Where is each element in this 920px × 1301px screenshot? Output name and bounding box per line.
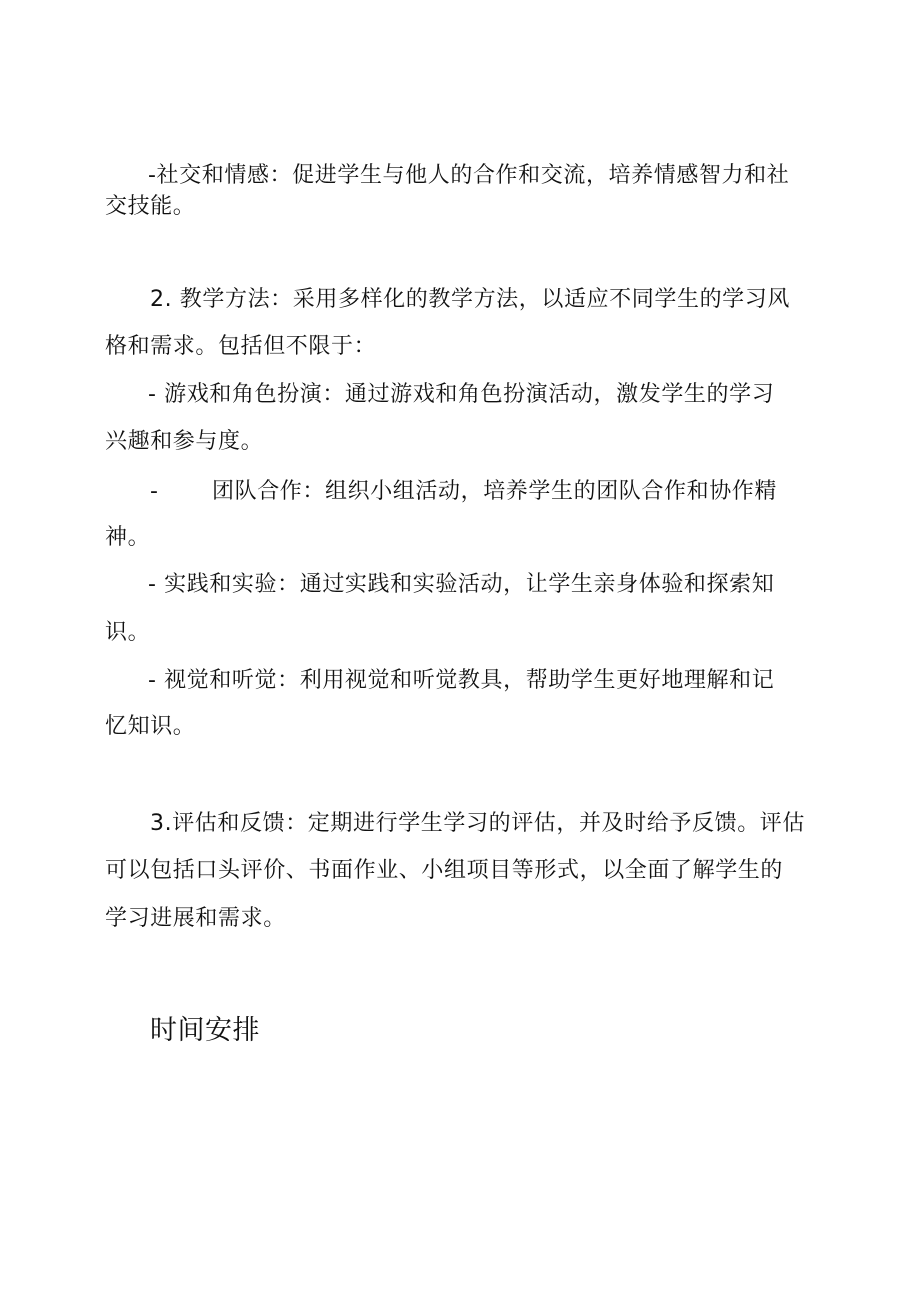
methods-intro-line-2: 格和需求。包括但不限于： [105, 334, 377, 359]
evaluation-paragraph-line-1: 3.评估和反馈：定期进行学生学习的评估，并及时给予反馈。评估 [150, 811, 805, 836]
methods-item-visual-line-2: 忆知识。 [105, 714, 196, 739]
methods-item-practice-line-1: - 实践和实验：通过实践和实验活动，让学生亲身体验和探索知 [148, 572, 775, 597]
methods-item-visual-line-1: - 视觉和听觉：利用视觉和听觉教具，帮助学生更好地理解和记 [148, 668, 775, 693]
methods-item-games-line-1: - 游戏和角色扮演：通过游戏和角色扮演活动，激发学生的学习 [148, 382, 775, 407]
methods-item-teamwork-dash: - [150, 479, 159, 504]
methods-intro-line-1: 2. 教学方法：采用多样化的教学方法，以适应不同学生的学习风 [150, 287, 790, 312]
evaluation-paragraph-line-3: 学习进展和需求。 [105, 906, 286, 931]
schedule-heading: 时间安排 [150, 1015, 260, 1045]
methods-item-teamwork-line-1: 团队合作：组织小组活动，培养学生的团队合作和协作精 [212, 479, 778, 504]
methods-item-teamwork-line-2: 神。 [105, 525, 151, 550]
social-paragraph-line-1: -社交和情感：促进学生与他人的合作和交流，培养情感智力和社 [148, 163, 790, 188]
social-paragraph-line-2: 交技能。 [105, 194, 196, 219]
methods-item-games-line-2: 兴趣和参与度。 [105, 429, 264, 454]
methods-item-practice-line-2: 识。 [105, 620, 151, 645]
evaluation-paragraph-line-2: 可以包括口头评价、书面作业、小组项目等形式，以全面了解学生的 [105, 858, 784, 883]
